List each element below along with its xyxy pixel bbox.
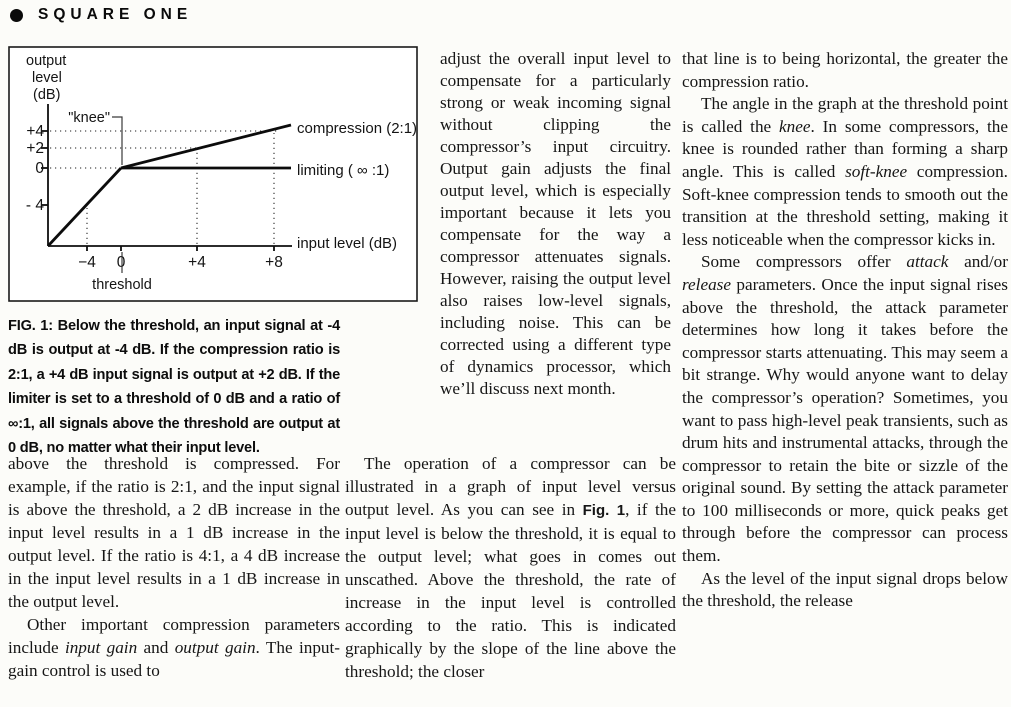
text-segment: and (137, 638, 175, 657)
text-segment: The operation of a compressor can be illustrated in a graph of input level versus output level. As you can see in (345, 454, 676, 519)
knee-label: "knee" (68, 110, 110, 126)
y-tick-plus4: +4 (26, 123, 44, 140)
section-title: SQUARE ONE (38, 6, 193, 23)
y-tick-zero: 0 (35, 160, 44, 177)
text-segment: parameters. Once the input signal rises above the threshold, the attack parameter determines how long it takes before the compressor starts attenuating. This may seem a bit strange. Why would anyone want to delay the compressor’s operation? Sometimes, you want to pass high-level peak transients, such as drum hits and instrumental attacks, through the compressor to retain the bite or sizzle of the original sound. By setting the attack parameter to 100 milliseconds or more, quick peaks get through before the compressor can process them. (682, 274, 1008, 566)
paragraph: As the level of the input signal drops below the threshold, the release (682, 568, 1008, 611)
paragraph: that line is to being horizontal, the greater the compression ratio. (682, 49, 1008, 91)
column-middle-bottom (345, 452, 676, 683)
y-axis-title-line2: level (32, 70, 62, 86)
x-tick-plus8: +8 (265, 254, 283, 271)
text-segment: . The input-gain control is used to (8, 638, 341, 680)
x-tick-zero: 0 (116, 254, 126, 271)
text-segment: Some compressors offer (701, 252, 907, 272)
text-segment-italic: attack (906, 252, 949, 272)
column-middle-top (440, 48, 671, 400)
paragraph: above the threshold is compressed. For example, if the ratio is 2:1, and the input signal is above the threshold, a 2 dB increase in the input level results in a 1 dB increase in the output level. If the ratio is 4:1, a 4 dB increase in the input level results in a 1 dB increase in the output level. (8, 454, 340, 611)
paragraph (682, 251, 1008, 567)
x-axis-title: input level (dB) (297, 235, 398, 252)
text-segment-italic: knee (779, 116, 811, 136)
text-segment-italic: release (682, 274, 731, 294)
threshold-label: threshold (92, 277, 152, 293)
text-segment-italic: input gain (64, 638, 138, 657)
y-axis-title-line3: (dB) (33, 87, 61, 103)
x-tick-plus4: +4 (188, 254, 206, 271)
figure-caption: FIG. 1: Below the threshold, an input signal at -4 dB is output at -4 dB. If the compression ratio is 2:1, a +4 dB input signal is output at +2 dB. If the limiter is set to a threshold of 0 dB and a ratio of ∞:1, all signals above the threshold are output at 0 dB, no matter what their input level. (8, 318, 340, 457)
figure-1 (8, 46, 418, 302)
y-axis-title-line1: output (26, 53, 67, 69)
text-segment: Other important compression parameters include (8, 615, 340, 657)
masthead (10, 4, 192, 26)
y-tick-plus2: +2 (26, 140, 44, 157)
x-tick-minus4: −4 (78, 254, 96, 271)
bullet-icon (10, 9, 23, 22)
text-segment: compression. Soft-knee compression tends to smooth out the transition at the threshold setting, making it less noticeable when the compressor kicks in. (682, 161, 1008, 249)
limiting-line-label: limiting ( ∞ :1) (297, 162, 390, 179)
paragraph: adjust the overall input level to compensate for a particularly strong or weak incoming signal without clipping the compressor’s input circuitry. Output gain adjusts the final output level, which is especially important because it lets you compensate for the way a compressor attenuates signals. However, raising the output level also raises low-level signals, including noise. This can be corrected using a different type of dynamics processor, which we’ll discuss next month. (440, 49, 671, 398)
text-segment: , if the input level is below the threshold, it is equal to the output level; what goes in comes out unscathed. Above the threshold, the rate of increase in the input level is controlled according to the ratio. This is indicated graphically by the slope of the line above the threshold; the closer (345, 500, 676, 681)
paragraph (8, 613, 340, 682)
text-segment-italic: soft-knee (845, 161, 908, 181)
text-segment: . In some compressors, the knee is rounded rather than forming a sharp angle. This is called (682, 116, 1008, 181)
compression-line-label: compression (2:1) (297, 120, 418, 137)
text-segment: The angle in the graph at the threshold point is called the (682, 94, 1008, 136)
paragraph (345, 452, 676, 683)
column-right (682, 48, 1008, 613)
figure-reference: Fig. 1 (582, 502, 626, 519)
column-left (8, 452, 340, 682)
text-segment: and/or (948, 252, 1008, 272)
compression-graph (8, 46, 418, 302)
paragraph (682, 93, 1008, 251)
text-segment-italic: output gain (174, 638, 256, 657)
y-tick-minus4: - 4 (25, 197, 44, 214)
